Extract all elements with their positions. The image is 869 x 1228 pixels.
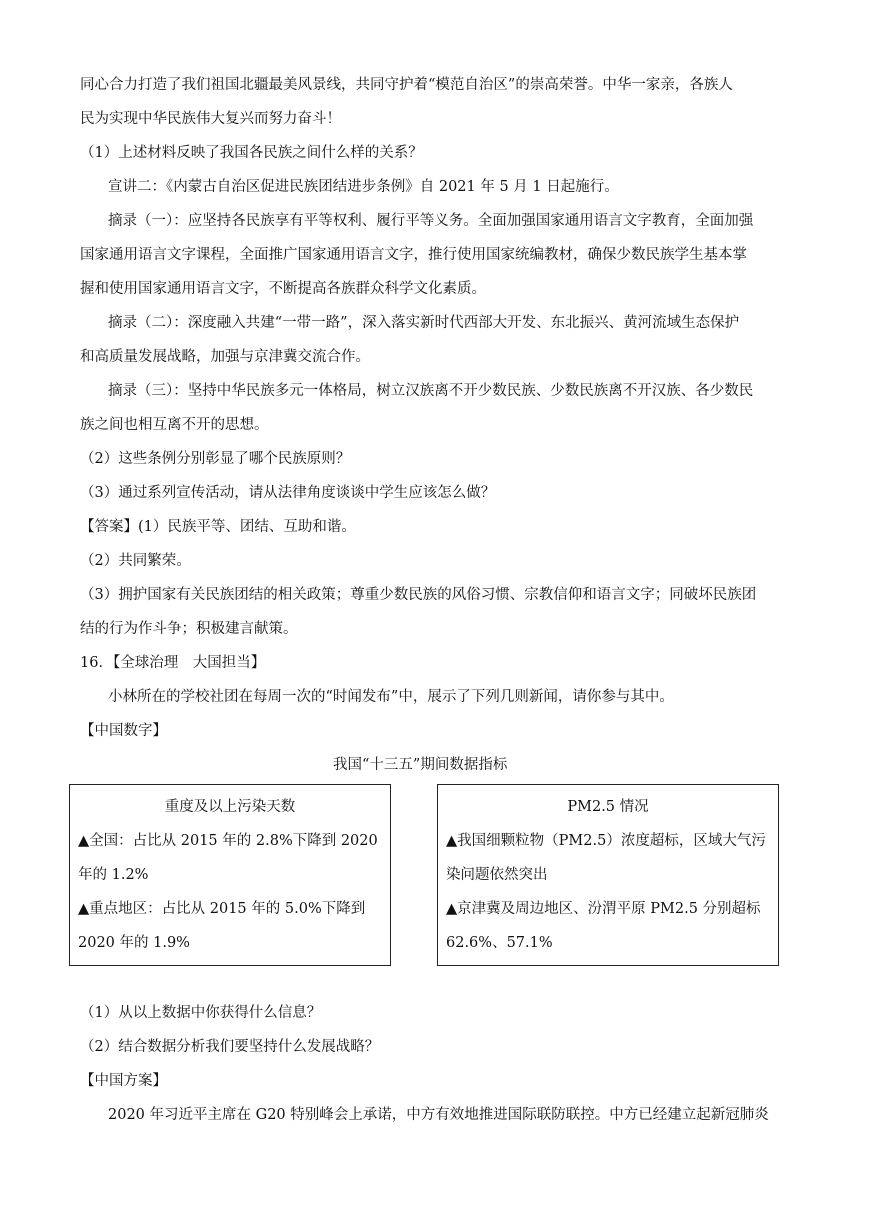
box-line: 年的 1.2% bbox=[78, 867, 149, 883]
paragraph-line: 摘录（三）：坚持中华民族多元一体格局，树立汉族离不开少数民族、少数民族离不开汉族、各少数民 bbox=[108, 383, 754, 399]
box-line: 62.6%、57.1% bbox=[446, 935, 553, 951]
question-1: （1）上述材料反映了我国各民族之间什么样的关系？ bbox=[80, 145, 423, 161]
paragraph-line: 握和使用国家通用语言文字，不断提高各族群众科学文化素质。 bbox=[80, 281, 486, 297]
paragraph-line: 小林所在的学校社团在每周一次的“时闻发布”中，展示了下列几则新闻，请你参与其中。 bbox=[108, 689, 674, 705]
question-2: （2）结合数据分析我们要坚持什么发展战略？ bbox=[80, 1039, 380, 1055]
table-title: 我国“十三五”期间数据指标 bbox=[333, 757, 508, 773]
paragraph-line: 国家通用语言文字课程，全面推广国家通用语言文字，推行使用国家统编教材，确保少数民族学生基本掌 bbox=[80, 247, 747, 263]
box-line: ▲我国细颗粒物（PM2.5）浓度超标，区域大气污 bbox=[446, 833, 766, 849]
box-line: ▲全国：占比从 2015 年的 2.8%下降到 2020 bbox=[78, 833, 378, 849]
answer-line: （3）拥护国家有关民族团结的相关政策；尊重少数民族的风俗习惯、宗教信仰和语言文字；同破坏民族团 bbox=[80, 587, 757, 603]
box-line: 染问题依然突出 bbox=[446, 867, 548, 883]
subheading: 【中国数字】 bbox=[80, 723, 167, 739]
paragraph-line: 摘录（一）：应坚持各民族享有平等权利、履行平等义务。全面加强国家通用语言文字教育，全面加强 bbox=[108, 213, 754, 229]
answer-line: （2）共同繁荣。 bbox=[80, 553, 191, 569]
answer-line: 【答案】(1）民族平等、团结、互助和谐。 bbox=[80, 519, 356, 535]
question-3: （3）通过系列宣传活动，请从法律角度谈谈中学生应该怎么做？ bbox=[80, 485, 496, 501]
paragraph-line: 同心合力打造了我们祖国北疆最美风景线，共同守护着“模范自治区”的崇高荣誉。中华一家亲，各族人 bbox=[80, 77, 733, 93]
pollution-days-box bbox=[69, 784, 391, 966]
box-line: ▲重点地区：占比从 2015 年的 5.0%下降到 bbox=[78, 901, 366, 917]
paragraph-line: 2020 年习近平主席在 G20 特别峰会上承诺，中方有效地推进国际联防联控。中方已经建立起新冠肺炎 bbox=[108, 1107, 769, 1123]
question-2: （2）这些条例分别彰显了哪个民族原则？ bbox=[80, 451, 351, 467]
paragraph-line: 民为实现中华民族伟大复兴而努力奋斗！ bbox=[80, 111, 341, 127]
paragraph-line: 族之间也相互离不开的思想。 bbox=[80, 417, 269, 433]
pm25-box bbox=[437, 784, 779, 966]
section-heading: 16．【全球治理 大国担当】 bbox=[80, 655, 266, 671]
box-line: 2020 年的 1.9% bbox=[78, 935, 190, 951]
box-line: ▲京津冀及周边地区、汾渭平原 PM2.5 分别超标 bbox=[446, 901, 761, 917]
box-title: 重度及以上污染天数 bbox=[164, 799, 296, 815]
paragraph-line: 摘录（二）：深度融入共建“一带一路”，深入落实新时代西部大开发、东北振兴、黄河流域生态保护 bbox=[108, 315, 740, 331]
question-1: （1）从以上数据中你获得什么信息？ bbox=[80, 1005, 322, 1021]
subheading: 【中国方案】 bbox=[80, 1073, 167, 1089]
box-title: PM2.5 情况 bbox=[567, 799, 649, 815]
paragraph-line: 和高质量发展战略，加强与京津冀交流合作。 bbox=[80, 349, 370, 365]
paragraph-line: 宣讲二：《内蒙古自治区促进民族团结进步条例》自 2021 年 5 月 1 日起施行。 bbox=[108, 179, 619, 195]
answer-line: 结的行为作斗争；积极建言献策。 bbox=[80, 621, 298, 637]
